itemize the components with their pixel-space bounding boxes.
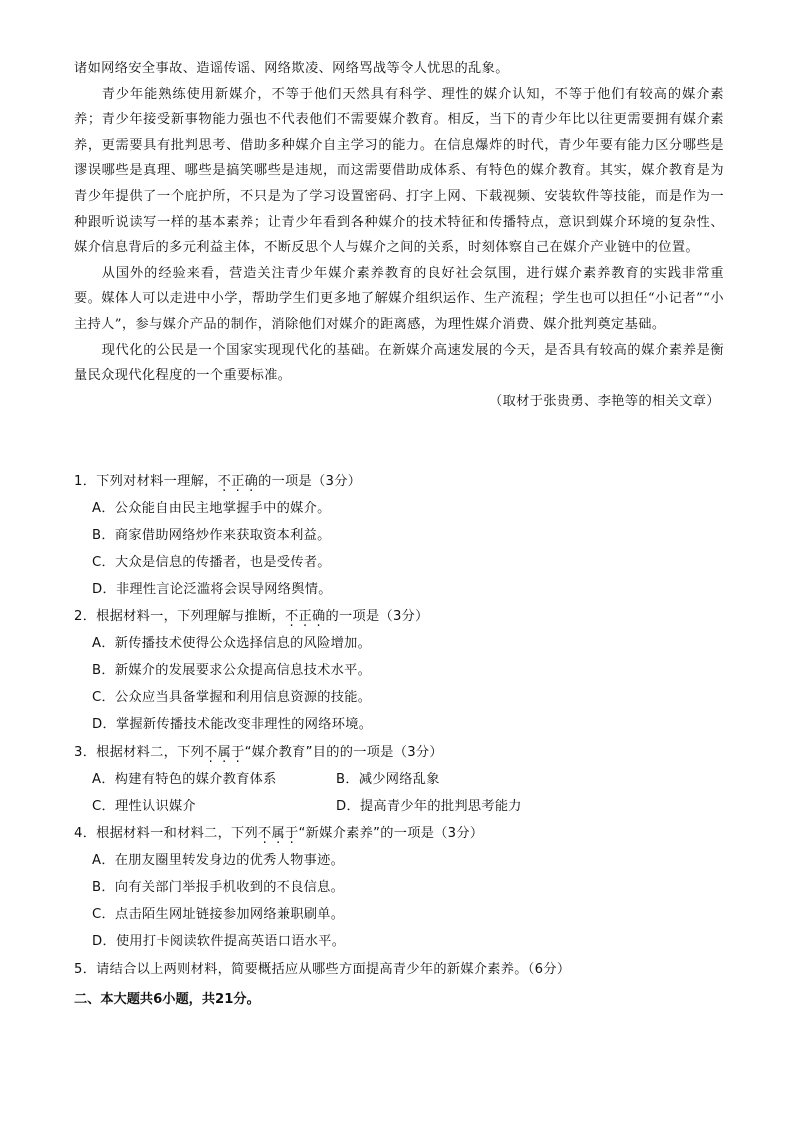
question-2 bbox=[74, 605, 429, 624]
question-3 bbox=[74, 741, 443, 760]
option-d: D．非理性言论泛滥将会误导网络舆情。 bbox=[92, 582, 332, 597]
option-b: B．减少网络乱象 bbox=[336, 772, 440, 787]
option-d: D．提高青少年的批判思考能力 bbox=[336, 799, 522, 814]
option-a: A．在朋友圈里转发身边的优秀人物事迹。 bbox=[92, 853, 345, 868]
option-b: B．新媒介的发展要求公众提高信息技术水平。 bbox=[92, 663, 372, 678]
option-c: C．理性认识媒介 bbox=[92, 799, 196, 814]
question-text: 5．请结合以上两则材料，简要概括应从哪些方面提高青少年的新媒介素养。（6分） bbox=[74, 962, 571, 977]
question-text: “新媒介素养”的一项是（3分） bbox=[298, 826, 484, 841]
emphasis-char: 于 bbox=[285, 826, 299, 841]
question-text: 的一项是（3分） bbox=[258, 474, 362, 489]
option-c: C．大众是信息的传播者，也是受传者。 bbox=[92, 555, 331, 570]
question-text: 的一项是（3分） bbox=[325, 609, 429, 624]
emphasis-char: 不 bbox=[258, 826, 272, 841]
emphasis-word bbox=[218, 474, 259, 489]
option-b: B．商家借助网络炒作来获取资本利益。 bbox=[92, 528, 331, 543]
emphasis-word bbox=[204, 745, 245, 760]
emphasis-char: 确 bbox=[312, 609, 326, 624]
option-b: B．向有关部门举报手机收到的不良信息。 bbox=[92, 880, 345, 895]
emphasis-char: 属 bbox=[217, 745, 232, 760]
emphasis-char: 正 bbox=[231, 474, 245, 489]
option-d: D．使用打卡阅读软件提高英语口语水平。 bbox=[92, 934, 346, 949]
emphasis-char: 属 bbox=[271, 826, 286, 841]
option-c: C．点击陌生网址链接参加网络兼职刷单。 bbox=[92, 907, 345, 922]
reading-passage bbox=[74, 56, 724, 414]
question-text: 3．根据材料二，下列 bbox=[74, 745, 205, 760]
question-text: 1．下列对材料一理解， bbox=[74, 474, 218, 489]
emphasis-char: 正 bbox=[298, 609, 313, 624]
passage-line-continued: 诸如网络安全事故、造谣传谣、网络欺凌、网络骂战等令人忧思的乱象。 bbox=[74, 61, 509, 76]
emphasis-char: 确 bbox=[244, 474, 259, 489]
emphasis-word bbox=[258, 826, 299, 841]
passage-paragraph: 现代化的公民是一个国家实现现代化的基础。在新媒介高速发展的今天，是否具有较高的媒介素养是衡量民众现代化程度的一个重要标准。 bbox=[74, 342, 724, 384]
emphasis-char: 不 bbox=[217, 474, 232, 489]
question-1 bbox=[74, 470, 361, 489]
passage-paragraph: 青少年能熟练使用新媒介，不等于他们天然具有科学、理性的媒介认知，不等于他们有较高的媒介素养；青少年接受新事物能力强也不代表他们不需要媒介教育。相反，当下的青少年比以往更需要拥有媒介素养，更需要具有批判思考、借助多种媒介自主学习的能力。在信息爆炸的时代，青少年要有能力区分哪些是谬误哪些是真理、哪些是搞笑哪些是违规，而这需要借助成体系、有特色的媒介教育。其实，媒介教育是为青少年提供了一个庇护所，不只是为了学习设置密码、打字上网、下载视频、安装软件等技能，而是作为一种跟听说读写一样的基本素养；让青少年看到各种媒介的技术特征和传播特点，意识到媒介环境的复杂性、媒介信息背后的多元利益主体，不断反思个人与媒介之间的关系，时刻体察自己在媒介产业链中的位置。 bbox=[74, 86, 724, 256]
option-c: C．公众应当具备掌握和利用信息资源的技能。 bbox=[92, 690, 372, 705]
option-a: A．构建有特色的媒介教育体系 bbox=[92, 772, 277, 787]
question-text: “媒介教育”目的的一项是（3分） bbox=[244, 745, 443, 760]
option-a: A．新传播技术使得公众选择信息的风险增加。 bbox=[92, 636, 372, 651]
emphasis-char: 不 bbox=[204, 745, 218, 760]
question-4 bbox=[74, 822, 483, 841]
emphasis-char: 不 bbox=[285, 609, 299, 624]
option-d: D．掌握新传播技术能改变非理性的网络环境。 bbox=[92, 717, 373, 732]
section-heading: 二、本大题共6小题，共21分。 bbox=[74, 992, 260, 1007]
passage-source: （取材于张贵勇、李艳等的相关文章） bbox=[489, 393, 720, 409]
question-5 bbox=[74, 958, 570, 977]
question-text: 2．根据材料一，下列理解与推断， bbox=[74, 609, 286, 624]
emphasis-char: 于 bbox=[231, 745, 245, 760]
emphasis-word bbox=[285, 609, 326, 624]
option-a: A．公众能自由民主地掌握手中的媒介。 bbox=[92, 501, 331, 516]
passage-paragraph: 从国外的经验来看，营造关注青少年媒介素养教育的良好社会氛围，进行媒介素养教育的实践非常重要。媒体人可以走进中小学，帮助学生们更多地了解媒介组织运作、生产流程；学生也可以担任“小记者”“小主持人”，参与媒介产品的制作，消除他们对媒介的距离感，为理性媒介消费、媒介批判奠定基础。 bbox=[74, 265, 724, 332]
question-text: 4．根据材料一和材料二，下列 bbox=[74, 826, 259, 841]
